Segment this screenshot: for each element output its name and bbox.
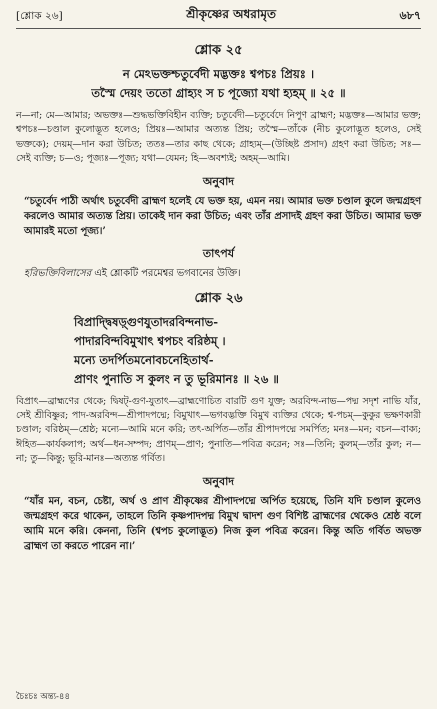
verse-26-translation: “যাঁর মন, বচন, চেষ্টা, অর্থ ও প্রাণ শ্রীকৃষ্ণের শ্রীপাদপদ্মে অর্পিত হয়েছে, তিনি যদি চণ্ডাল কুলেও জন্মগ্রহণ করে থাকেন, তাহলে তিনি কৃষ্ণপাদপদ্ম বিমুখ দ্বাদশ গুণ বিশিষ্ট ব্রাহ্মণের থেকেও শ্রেষ্ঠ বলে আমি মনে করি। কেননা, তিনি (শ্বপচ কুলোদ্ভূত) নিজ কুল পবিত্র করেন। কিন্তু অতি গর্বিত অভক্ত ব্রাহ্মণ তা করতে পারেন না।’	[24, 495, 421, 552]
verse-26-line-1: বিপ্রাদ্দ্বিষড়্গুণযুতাদরবিন্দনাভ-	[74, 314, 219, 329]
verse-25-word-meanings: ন—না; মে—আমার; অভক্তঃ—শুদ্ধভক্তিবিহীন ব্যক্তি; চতুর্বেদী—চতুর্বেদে নিপুণ ব্রাহ্মণ; মদ্ভক্তঃ—আমার ভক্ত; শ্বপচঃ—চণ্ডাল কুলোদ্ভূত হলেও; প্রিয়ঃ—আমার অত্যন্ত প্রিয়; তস্মৈ—তাঁকে (নীচ কুলোদ্ভূত হলেও, সেই ভক্তকে); দেয়ম্—দান করা উচিত; ততঃ—তার কাছ থেকে; গ্রাহ্যম্—(উচ্ছিষ্ট প্রসাদ) গ্রহণ করা উচিত; সঃ—সেই ব্যক্তি; চ—ও; পূজ্যঃ—পূজ্য; যথা—যেমন; হি—অবশ্যই; অহম্—আমি।	[16, 110, 421, 165]
header-shloka-ref: [শ্লোক ২৬]	[16, 10, 63, 22]
page-footer: চৈঃচঃ অন্ত্য-৪৪	[16, 692, 70, 702]
verse-26-line-4: প্রাণং পুনাতি স কুলং ন তু ভূরিমানঃ ॥ ২৬ ॥	[74, 371, 279, 386]
chapter-title: শ্রীকৃষ্ণের অধরামৃত	[186, 7, 277, 21]
page-header	[16, 6, 421, 29]
verse-25-line-1: ন মেঽভক্তশ্চতুর্বেদী মদ্ভক্তঃ শ্বপচঃ প্রিয়ঃ ।	[122, 67, 315, 81]
page-number: ৬৮৭	[399, 9, 421, 22]
verse-25-title: শ্লোক ২৫	[194, 43, 243, 58]
verse-26-title: শ্লোক ২৬	[194, 290, 243, 306]
verse-25-translation: “চতুর্বেদ পাঠী অর্থাৎ চতুর্বেদী ব্রাহ্মণ হলেই যে ভক্ত হয়, এমন নয়। আমার ভক্ত চণ্ডাল কুলে জন্মগ্রহণ করলেও আমার অত্যন্ত প্রিয়। তাকেই দান করা উচিত; এবং তাঁর প্রসাদই গ্রহণ করা উচিত। আমার ভক্ত আমারই মতো পূজ্য।’	[24, 195, 421, 237]
verse-25-purport-label: তাৎপর্য	[202, 246, 235, 260]
verse-25-line-2: তস্মৈ দেয়ং ততো গ্রাহ্যং স চ পূজ্যো যথা হ্যহম্ ॥ ২৫ ॥	[91, 86, 346, 100]
verse-26-line-2: পাদারবিন্দবিমুখাৎ শ্বপচং বরিষ্ঠম্ ।	[74, 333, 226, 348]
verse-25-purport	[16, 266, 421, 281]
purport-book-title: হরিভক্তিবিলাসের	[24, 267, 92, 279]
verse-25-translation-label: অনুবাদ	[202, 174, 235, 188]
purport-text: এই শ্লোকটি পরমেশ্বর ভগবানের উক্তি।	[91, 267, 241, 279]
verse-26-translation-label: অনুবাদ	[202, 474, 235, 488]
verse-26-line-3: মন্যে তদর্পিতমনোবচনেহিতার্থ-	[74, 352, 214, 367]
verse-26-word-meanings: বিপ্রাৎ—ব্রাহ্মণের থেকে; দ্বিষট্‌-গুণ-যুতাৎ—ব্রাহ্মণোচিত বারটি গুণ যুক্ত; অরবিন্দ-নাভ—পদ্ম সদৃশ নাভি যাঁর, সেই শ্রীবিষ্ণুর; পাদ-অরবিন্দ—শ্রীপাদপদ্মে; বিমুখাৎ—ভগবদ্ভক্তি বিমুখ ব্যক্তির থেকে; শ্ব-পচম্—কুকুর ভক্ষণকারী চণ্ডাল; বরিষ্ঠম্—শ্রেষ্ঠ; মন্যে—আমি মনে করি; তৎ-অর্পিত—তাঁর শ্রীপাদপদ্মে সমর্পিত; মনঃ—মন; বচন—বাক্য; ঈহিত—কার্যকলাপ; অর্থ—ধন-সম্পদ; প্রাণম্—প্রাণ; পুনাতি—পবিত্র করেন; সঃ—তিনি; কুলম্—তাঁর কুল; ন—না; তু—কিন্তু; ভূরি-মানঃ—অত্যন্ত গর্বিত।	[16, 395, 421, 465]
